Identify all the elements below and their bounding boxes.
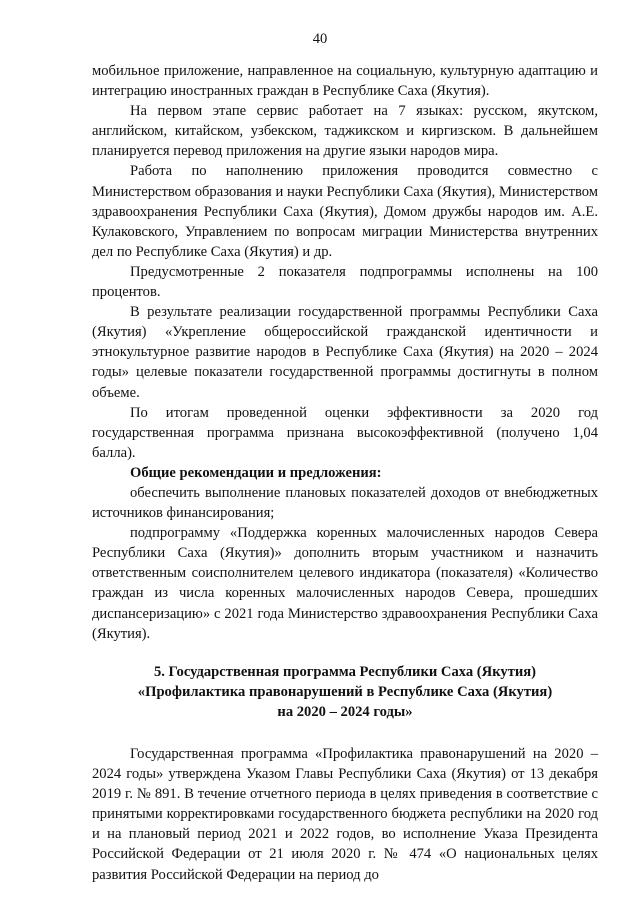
recommendations-title: Общие рекомендации и предложения: xyxy=(130,464,382,481)
recommendation-item: подпрограмму «Поддержка коренных малочисленных народов Севера Республики Саха (Якутия)» дополнить вторым участником и назначить ответственным соисполнителем целевого индикатора (показателя) «Количество граждан из числа коренных малочисленных народов Севера, прошедших диспансеризацию» с 2021 года Министерство здравоохранения Республики Саха (Якутия). xyxy=(92,525,598,642)
paragraph: В результате реализации государственной программы Республики Саха (Якутия) «Укрепление общероссийской гражданской идентичности и этнокультурное развитие народов в Республике Саха (Якутия) на 2020 – 2024 годы» целевые показатели государственной программы достигнуты в полном объеме. xyxy=(92,304,598,401)
section-heading-line: «Профилактика правонарушений в Республике Саха (Якутия) xyxy=(137,683,553,700)
section-heading-line: 5. Государственная программа Республики Саха (Якутия) xyxy=(153,663,537,680)
spacer xyxy=(92,722,598,744)
paragraph: По итогам проведенной оценки эффективности за 2020 год государственная программа признана высокоэффективной (получено 1,04 балла). xyxy=(92,404,598,461)
section-heading-line: на 2020 – 2024 годы» xyxy=(277,703,413,720)
recommendation-item: обеспечить выполнение плановых показателей доходов от внебюджетных источников финансирования; xyxy=(92,484,598,522)
paragraph: Государственная программа «Профилактика правонарушений на 2020 – 2024 годы» утверждена Указом Главы Республики Саха (Якутия) от 13 декабря 2019 г. № 891. В течение отчетного периода в целях приведения в соответствие с принятыми корректировками государственного бюджета республики на 2020 год и на плановый период 2021 и 2022 годов, во исполнение Указа Президента Российской Федерации от 21 июля 2020 г. № 474 «О национальных целях развития Российской Федерации на период до xyxy=(92,746,598,883)
paragraph: На первом этапе сервис работает на 7 языках: русском, якутском, английском, китайском, узбекском, таджикском и киргизском. В дальнейшем планируется перевод приложения на другие языки народов мира. xyxy=(92,103,598,160)
section-heading xyxy=(92,662,598,722)
paragraph: Предусмотренные 2 показателя подпрограммы исполнены на 100 процентов. xyxy=(92,263,598,301)
paragraph: мобильное приложение, направленное на социальную, культурную адаптацию и интеграцию иностранных граждан в Республике Саха (Якутия). xyxy=(92,63,598,100)
paragraph: Работа по наполнению приложения проводится совместно с Министерством образования и науки Республики Саха (Якутия), Министерством здравоохранения Республики Саха (Якутия), Домом дружбы народов им. А.Е. Кулаковского, Управлением по вопросам миграции Министерства внутренних дел по Республике Саха (Якутия) и др. xyxy=(92,163,598,260)
page-content xyxy=(92,61,598,885)
page-number: 40 xyxy=(312,31,328,47)
